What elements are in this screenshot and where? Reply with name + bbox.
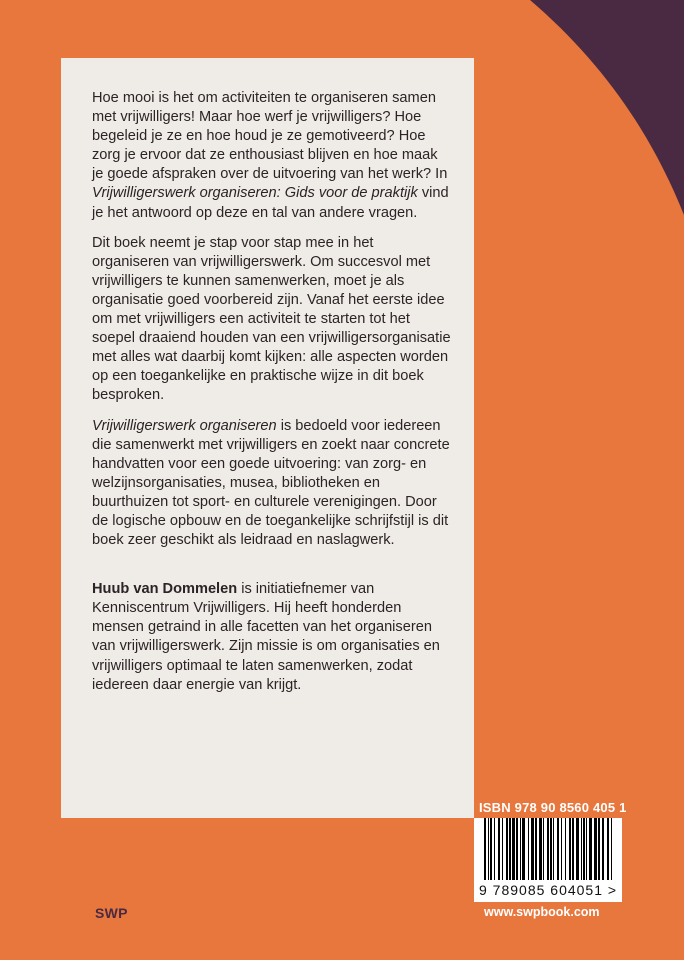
barcode-bar xyxy=(576,818,579,880)
barcode-bar xyxy=(550,818,552,880)
text: is initiatiefnemer van Kenniscentrum Vrijwilligers. Hij heeft honderden mensen getraind in alle facetten van het organiseren van vrijwilligerswerk. Zijn missie is om organisaties en vrijwilligers optimaal te laten samenwerken, zodat iedereen daar energie van krijgt. xyxy=(92,581,440,693)
barcode-bar xyxy=(583,818,585,880)
barcode xyxy=(474,818,622,902)
barcode-bar xyxy=(543,818,544,880)
barcode-digits: 9 789085 604051 > xyxy=(479,882,618,898)
barcode-bar xyxy=(494,818,495,880)
barcode-bar xyxy=(611,818,612,880)
barcode-bar xyxy=(502,818,503,880)
website-url: www.swpbook.com xyxy=(484,905,600,919)
author-name: Huub van Dommelen xyxy=(92,581,238,598)
barcode-bar xyxy=(516,818,518,880)
barcode-bar xyxy=(581,818,582,880)
barcode-bar xyxy=(506,818,508,880)
barcode-bar xyxy=(484,818,486,880)
barcode-bar xyxy=(589,818,592,880)
text: Hoe mooi is het om activiteiten te organiseren samen met vrijwilligers! Maar hoe werf je vrijwilligers? Hoe begeleid je ze en hoe houd je ze gemotiveerd? Hoe zorg je ervoor dat ze enthousiast blijven en hoe maak je goede afspraken over de uitvoering van het werk? In xyxy=(92,90,448,183)
paragraph-3 xyxy=(92,417,452,551)
barcode-bar xyxy=(607,818,609,880)
isbn: ISBN 978 90 8560 405 1 xyxy=(479,800,627,815)
barcode-bar xyxy=(509,818,511,880)
barcode-bar xyxy=(520,818,521,880)
book-title: Vrijwilligerswerk organiseren xyxy=(92,417,277,434)
barcode-bar xyxy=(594,818,597,880)
blurb xyxy=(92,89,452,706)
author-bio xyxy=(92,580,452,695)
publisher-logo: SWP xyxy=(95,905,128,921)
barcode-bar xyxy=(569,818,571,880)
book-title: Vrijwilligerswerk organiseren: Gids voor de praktijk xyxy=(92,185,418,202)
barcode-bars xyxy=(482,818,614,882)
text: is bedoeld voor iedereen die samenwerkt met vrijwilligers en zoekt naar concrete handvatten voor een goede uitvoering: van zorg- en welzijnsorganisaties, musea, bibliotheken en buurthuizen tot sport- en culturele verenigingen. Door de logische opbouw en de toegankelijke schrijfstijl is dit boek zeer geschikt als leidraad en naslagwerk. xyxy=(92,417,450,549)
barcode-bar xyxy=(535,818,537,880)
barcode-bar xyxy=(598,818,600,880)
barcode-bar xyxy=(512,818,515,880)
barcode-bar xyxy=(522,818,525,880)
barcode-bar xyxy=(539,818,542,880)
barcode-bar xyxy=(498,818,500,880)
barcode-bar xyxy=(531,818,534,880)
barcode-bar xyxy=(557,818,559,880)
text: vind je het antwoord op deze en tal van andere vragen. xyxy=(92,185,449,221)
barcode-bar xyxy=(561,818,562,880)
barcode-bar xyxy=(490,818,492,880)
barcode-bar xyxy=(488,818,489,880)
barcode-bar xyxy=(565,818,566,880)
barcode-bar xyxy=(528,818,529,880)
paragraph-2: Dit boek neemt je stap voor stap mee in het organiseren van vrijwilligerswerk. Om succesvol met vrijwilligers te kunnen samenwerken, moet je als organisatie goed voorbereid zijn. Vanaf het eerste idee om met vrijwilligers een activiteit te starten tot het soepel draaiend houden van een vrijwilligersorganisatie met alles wat daarbij komt kijken: alle aspecten worden op een toegankelijke en praktische wijze in dit boek besproken. xyxy=(92,234,451,404)
barcode-bar xyxy=(602,818,604,880)
barcode-bar xyxy=(547,818,549,880)
barcode-bar xyxy=(572,818,574,880)
paragraph-1 xyxy=(92,89,452,223)
barcode-bar xyxy=(586,818,587,880)
barcode-bar xyxy=(553,818,554,880)
